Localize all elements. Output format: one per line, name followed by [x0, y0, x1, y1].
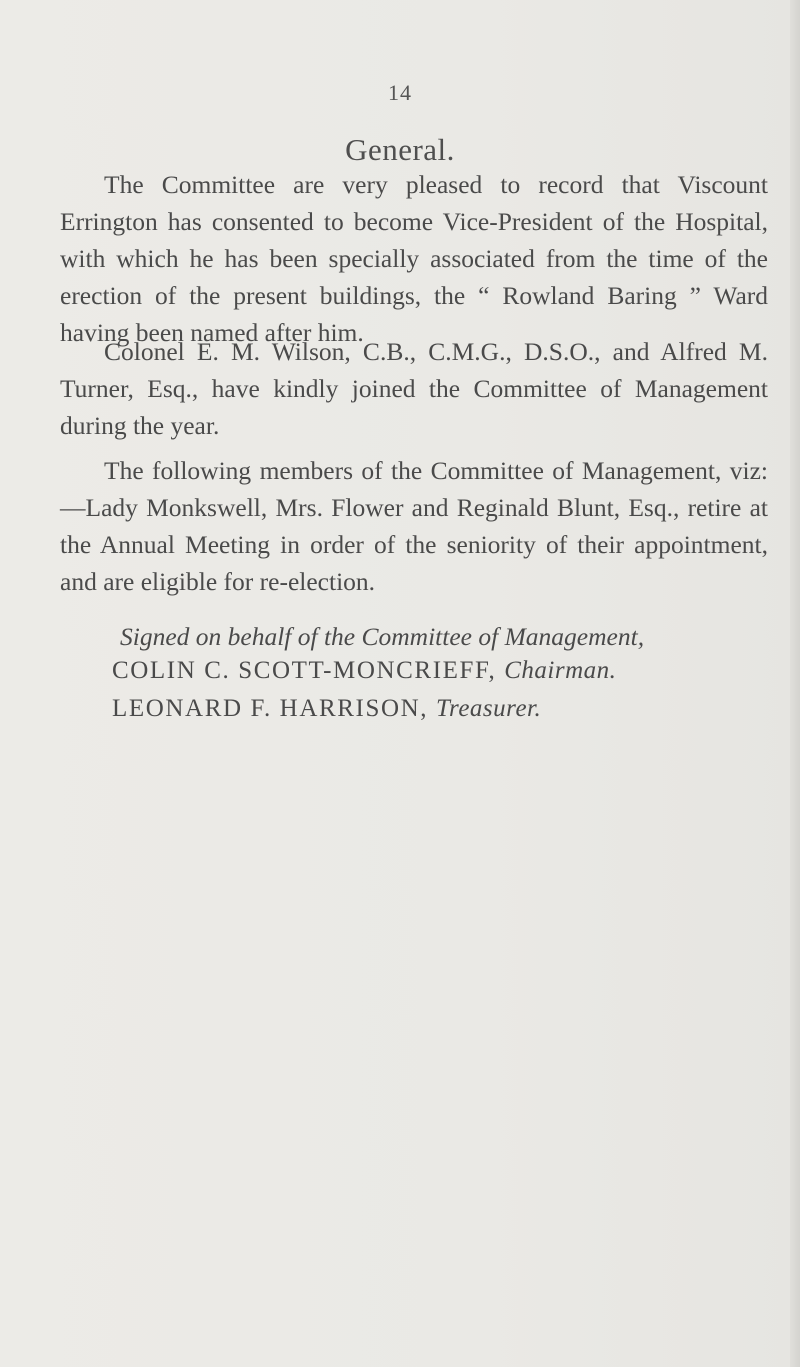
- paragraph-retiring-members: The following members of the Committee of Management, viz:—Lady Monkswell, Mrs. Flower and Reginald Blunt, Esq., retire at the Annual Meeting in order of the seniority of their appointment, and are eligible for re-election.: [60, 456, 768, 596]
- signed-on-behalf-line: Signed on behalf of the Committee of Management,: [120, 622, 645, 651]
- chairman-role: Chairman.: [504, 657, 617, 684]
- paragraph-vice-president: The Committee are very pleased to record that Viscount Errington has consented to become Vice-President of the Hospital, with which he has been specially associated from the time of the erection of the present buildings, the “ Rowland Baring ” Ward having been named after him.: [60, 170, 768, 347]
- signatory-treasurer: [112, 692, 792, 726]
- treasurer-name: LEONARD F. HARRISON,: [112, 695, 429, 722]
- chairman-name: COLIN C. SCOTT-MONCRIEFF,: [112, 657, 497, 684]
- page-heading: General.: [345, 132, 455, 167]
- page-number: 14: [388, 80, 412, 105]
- treasurer-role: Treasurer.: [436, 695, 542, 722]
- signatory-chairman: [112, 654, 792, 688]
- paragraph-new-members: Colonel E. M. Wilson, C.B., C.M.G., D.S.O., and Alfred M. Turner, Esq., have kindly joined the Committee of Management during the year.: [60, 337, 768, 440]
